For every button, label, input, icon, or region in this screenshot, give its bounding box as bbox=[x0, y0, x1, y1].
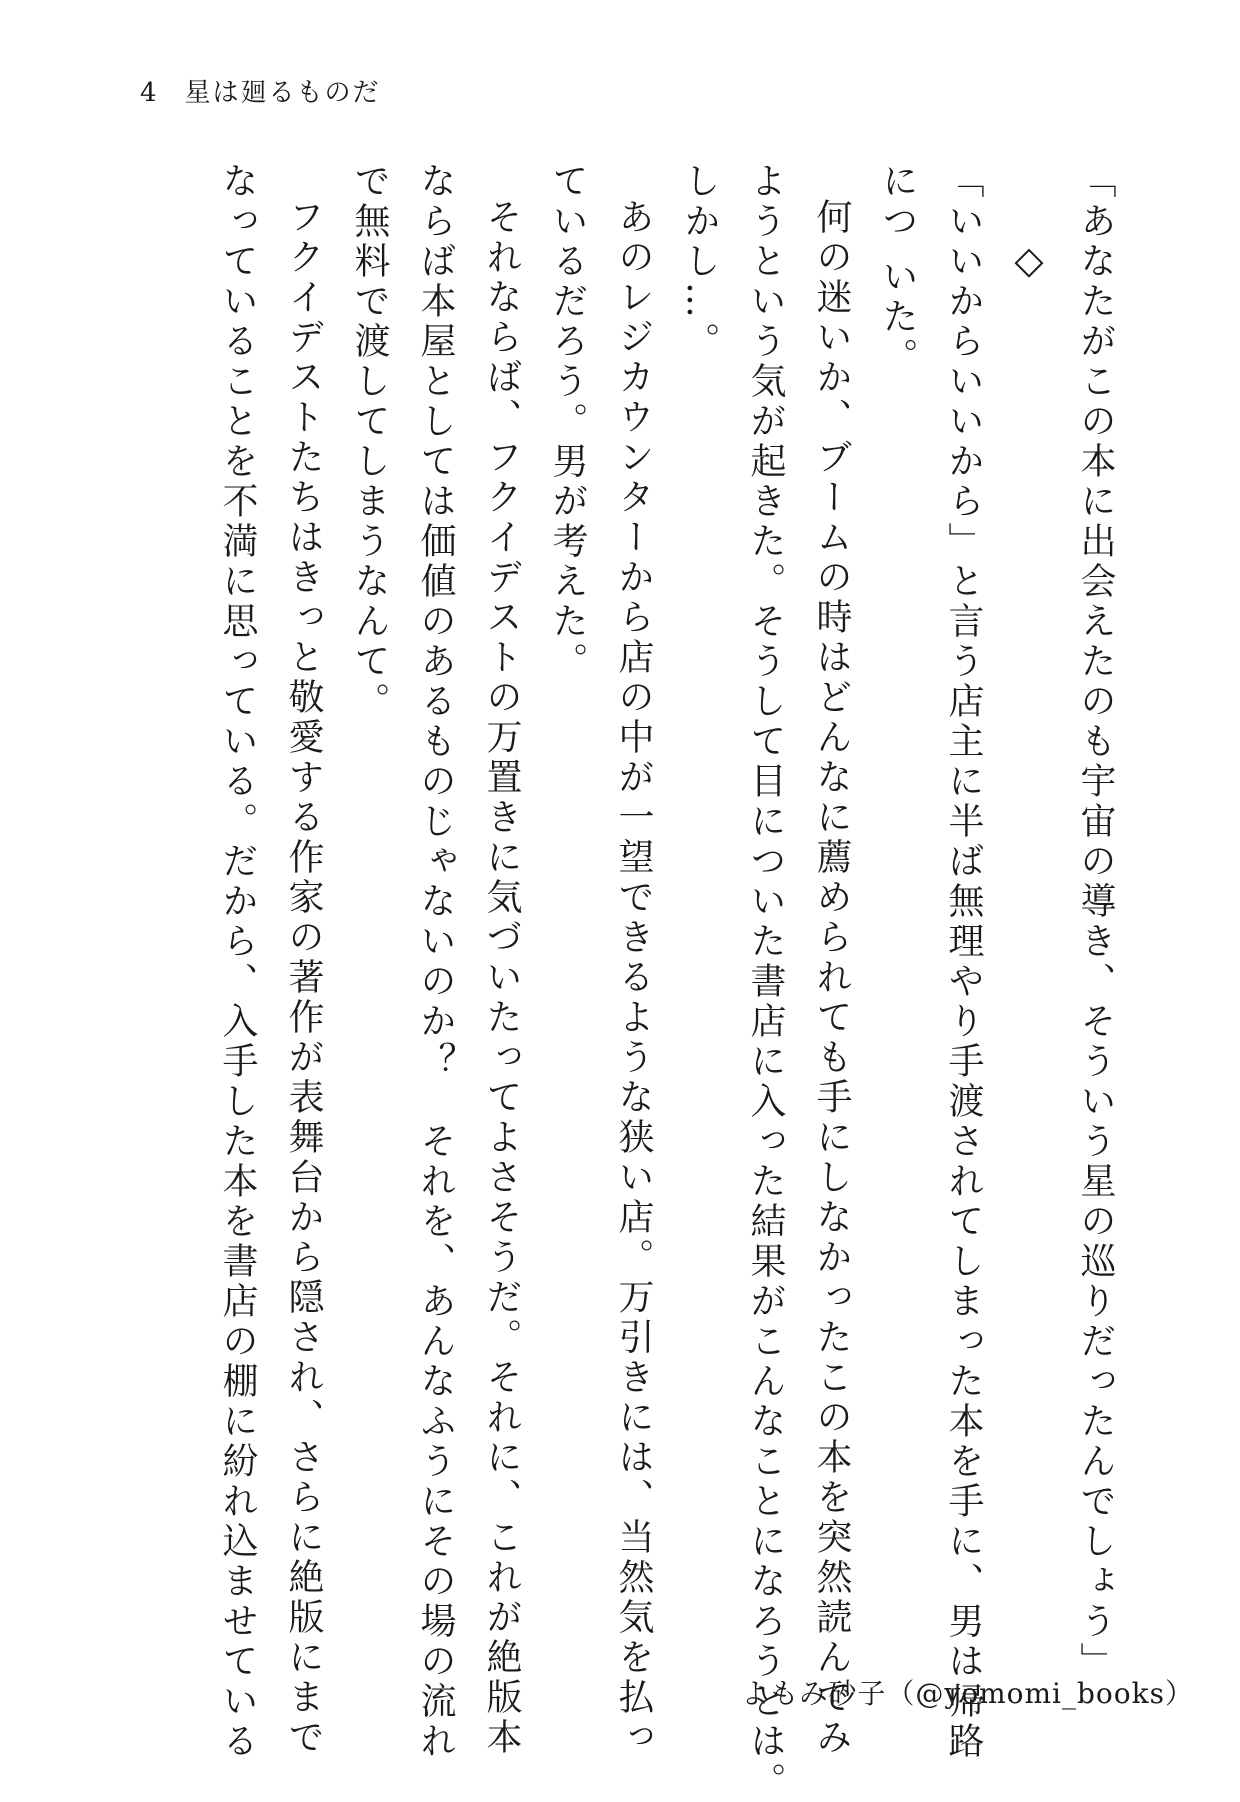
text-line: 何の迷いか、ブームの時はどんなに薦められても手にしなかったこの本を突然読んでみ bbox=[811, 198, 852, 1758]
text-line: なっていることを不満に思っている。だから、入手した本を書店の棚に紛れ込ませている bbox=[217, 162, 258, 1762]
page-header bbox=[140, 72, 381, 109]
text-line: しかし…。 bbox=[679, 162, 720, 362]
text-line: フクイデストたちはきっと敬愛する作家の著作が表舞台から隠され、さらに絶版にまで bbox=[283, 198, 324, 1758]
text-line: それならば、フクイデストの万置きに気づいたってよさそうだ。それに、これが絶版本 bbox=[481, 198, 522, 1758]
scene-break-symbol: ◇ bbox=[1007, 238, 1051, 286]
text-line: ようという気が起きた。そうして目についた書店に入った結果がこんなことになろうとは。 bbox=[745, 162, 786, 1802]
text-line: ているだろう。男が考えた。 bbox=[547, 162, 588, 682]
page-number: 4 bbox=[140, 78, 159, 108]
text-line: で無料で渡してしまうなんて。 bbox=[349, 162, 390, 722]
text-line: 「あなたがこの本に出会えたのも宇宙の導き、そういう星の巡りだったんでしょう」 bbox=[1075, 162, 1116, 1682]
text-line: ならば本屋としては価値のあるものじゃないのか？ それを、あんなふうにその場の流れ bbox=[415, 162, 456, 1762]
text-line: 「いいからいいから」と言う店主に半ば無理やり手渡されてしまった本を手に、男は帰路 bbox=[943, 162, 984, 1762]
text-line: につ いた。 bbox=[877, 162, 918, 378]
chapter-title: 星は廻るものだ bbox=[184, 78, 381, 108]
author-credit: よもみ砂子（@yomomi_books） bbox=[741, 1677, 1194, 1710]
text-line: あのレジカウンターから店の中が一望できるような狭い店。万引きには、当然気を払っ bbox=[613, 198, 654, 1758]
